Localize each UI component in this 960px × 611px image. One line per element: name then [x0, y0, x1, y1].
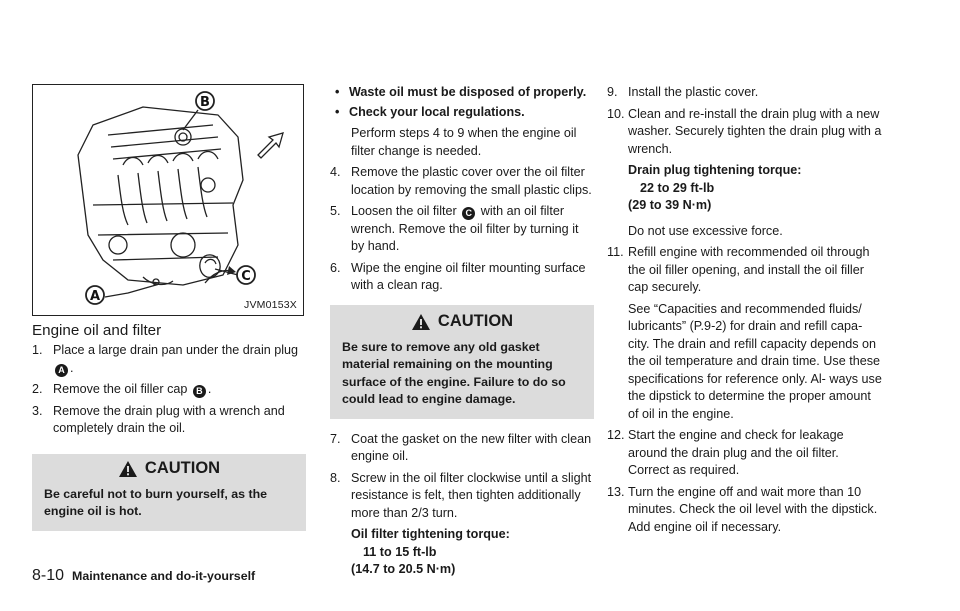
- callout-b-ref: B: [193, 385, 206, 398]
- step-1: 1. Place a large drain pan under the drain plug A .: [32, 343, 299, 375]
- engine-figure: [32, 84, 304, 316]
- caution-box-1: [32, 454, 306, 531]
- step-3: 3. Remove the drain plug with a wrench and completely drain the oil.: [32, 403, 285, 435]
- step-5: 5. Loosen the oil filter C with an oil filter wrench. Remove the oil filter by turning it by hand.: [330, 204, 579, 253]
- footer-section-title: Maintenance and do-it-yourself: [72, 569, 256, 583]
- callout-a: [86, 286, 104, 304]
- callout-b: [196, 92, 214, 110]
- callout-a-ref: A: [55, 364, 68, 377]
- svg-text:C: C: [241, 269, 251, 284]
- step-1-text: Place a large drain pan under the drain plug: [53, 343, 299, 357]
- step-10: 10. Clean and re-install the drain plug with a new washer. Securely tighten the drain plug with a wrench.: [607, 106, 882, 156]
- step-3-text: Remove the drain plug with a wrench and completely drain the oil.: [53, 403, 285, 435]
- figure-code: JVM0153X: [244, 299, 297, 311]
- svg-text:B: B: [200, 95, 210, 110]
- step-6: 6. Wipe the engine oil filter mounting surface with a clean rag.: [330, 260, 586, 292]
- column-3: [607, 84, 883, 540]
- oil-filter-torque-value: 11 to 15 ft-lb: [363, 544, 437, 559]
- callout-c-ref: C: [462, 207, 475, 220]
- capacities-reference: See “Capacities and recommended fluids/ lubricants” (P.9-2) for drain and refill capa- city. The drain and refill capacity depends on the oil temperature and drain time. Use these specifications for reference only. Al- ways use the dipstick to determine the proper amount of oil in the engine.: [628, 301, 882, 421]
- caution-heading: CAUTION: [342, 313, 582, 331]
- warning-icon: [118, 460, 138, 478]
- step-8: 8. Screw in the oil filter clockwise until a slight resistance is felt, then tighten additionally more than 2/3 turn.: [330, 470, 592, 520]
- svg-text:A: A: [89, 289, 101, 304]
- warning-icon: [411, 313, 431, 331]
- page-number: 8-10: [32, 567, 65, 584]
- step-12: 12. Start the engine and check for leakage around the drain plug and the oil filter. Correct as required.: [607, 428, 844, 477]
- drain-plug-torque-value: 22 to 29 ft-lb: [640, 180, 715, 195]
- column-2: [330, 84, 594, 579]
- column-1: [32, 342, 306, 531]
- caution-heading: CAUTION: [44, 460, 294, 478]
- bullet-waste-oil: • Waste oil must be disposed of properly.: [330, 84, 594, 102]
- step-11: 11. Refill engine with recommended oil through the oil filler opening, and install the oil filler cap securely.: [607, 245, 870, 294]
- section-title: Engine oil and filter: [32, 322, 162, 339]
- step-2: 2. Remove the oil filler cap B .: [32, 382, 212, 396]
- step-9: 9. Install the plastic cover.: [607, 85, 759, 99]
- step-2-text: Remove the oil filler cap: [53, 382, 188, 396]
- oil-filter-torque-metric: (14.7 to 20.5 N·m): [351, 562, 456, 576]
- drain-plug-torque-metric: (29 to 39 N·m): [628, 198, 712, 212]
- oil-filter-torque-label: Oil filter tightening torque:: [351, 527, 510, 541]
- caution-box-2: [330, 305, 594, 419]
- step-7: 7. Coat the gasket on the new filter with clean engine oil.: [330, 431, 592, 463]
- page-footer: [32, 567, 255, 585]
- step-13: 13. Turn the engine off and wait more than 10 minutes. Check the oil level with the dipstick. Add engine oil if necessary.: [607, 484, 878, 534]
- perform-note: Perform steps 4 to 9 when the engine oil filter change is needed.: [351, 126, 577, 158]
- callout-c: [237, 266, 255, 284]
- step-4: 4. Remove the plastic cover over the oil filter location by removing the small plastic clips.: [330, 165, 592, 197]
- no-force-note: Do not use excessive force.: [628, 223, 783, 238]
- caution-text: Be careful not to burn yourself, as the engine oil is hot.: [44, 486, 268, 518]
- caution-text: Be sure to remove any old gasket material remaining on the mounting surface of the engine. Failure to do so could lead to engine damage.: [342, 339, 566, 406]
- engine-illustration: [33, 85, 303, 315]
- drain-plug-torque-label: Drain plug tightening torque:: [628, 163, 802, 177]
- bullet-regulations: • Check your local regulations.: [330, 104, 594, 122]
